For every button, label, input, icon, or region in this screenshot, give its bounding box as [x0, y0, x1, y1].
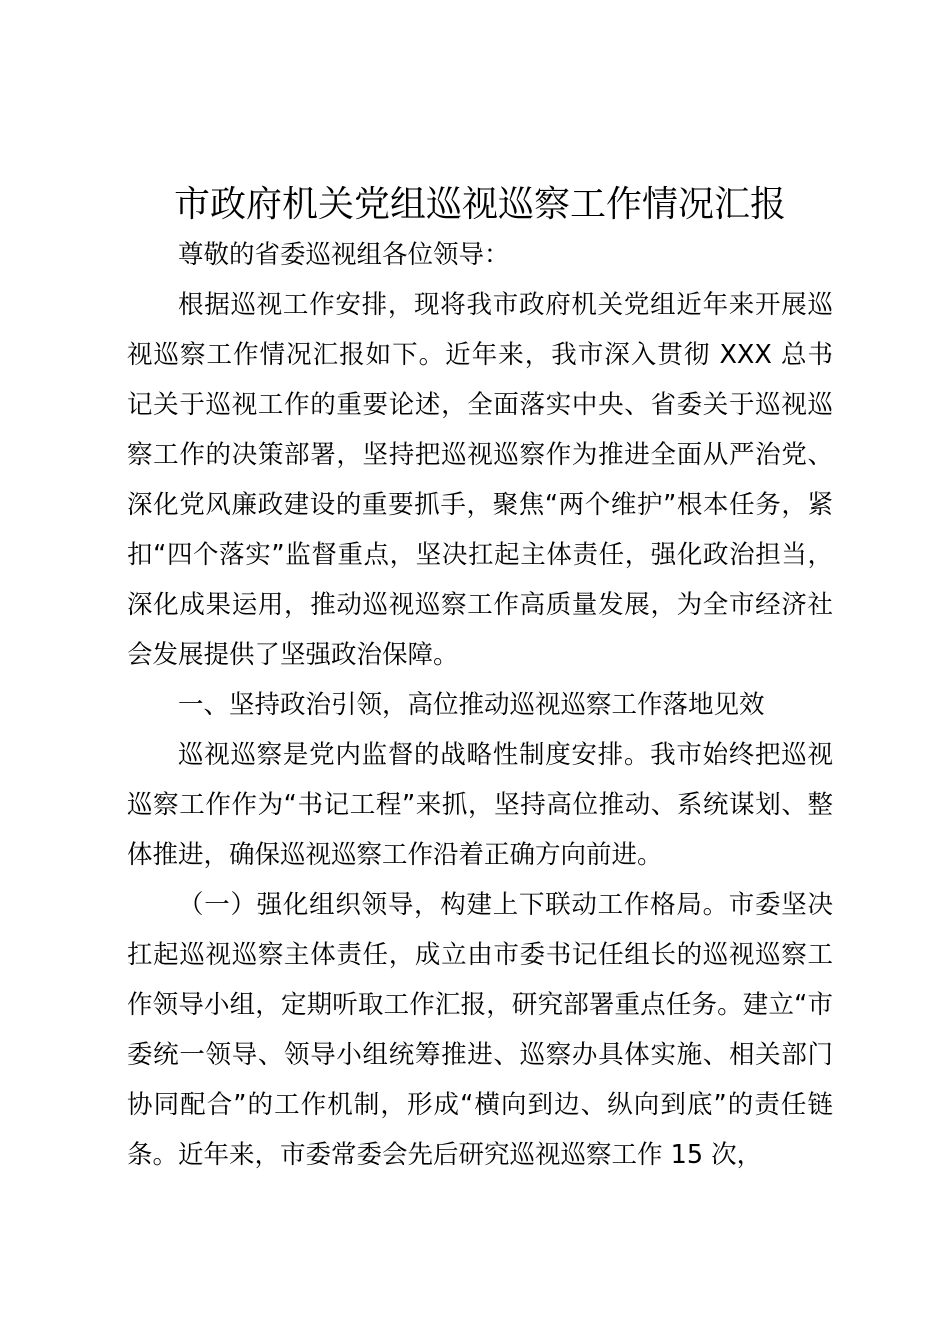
salutation: 尊敬的省委巡视组各位领导：	[178, 240, 510, 270]
section-paragraph: 巡视巡察是党内监督的战略性制度安排。我市始终把巡视巡察工作作为“书记工程”来抓，坚持高位推动、系统谋划、整体推进，确保巡视巡察工作沿着正确方向前进。	[127, 740, 833, 870]
section-heading: 一、坚持政治引领，高位推动巡视巡察工作落地见效	[178, 690, 765, 720]
document-body	[127, 230, 833, 1180]
intro-paragraph: 根据巡视工作安排，现将我市政府机关党组近年来开展巡视巡察工作情况汇报如下。近年来，我市深入贯彻 XXX 总书记关于巡视工作的重要论述，全面落实中央、省委关于巡视巡察工作的决策部署，坚持把巡视巡察作为推进全面从严治党、深化党风廉政建设的重要抓手，聚焦“两个维护”根本任务，紧扣“四个落实”监督重点，坚决扛起主体责任，强化政治担当，深化成果运用，推动巡视巡察工作高质量发展，为全市经济社会发展提供了坚强政治保障。	[127, 290, 833, 670]
section-paragraph: （一）强化组织领导，构建上下联动工作格局。市委坚决扛起巡视巡察主体责任，成立由市委书记任组长的巡视巡察工作领导小组，定期听取工作汇报，研究部署重点任务。建立“市委统一领导、领导小组统筹推进、巡察办具体实施、相关部门协同配合”的工作机制，形成“横向到边、纵向到底”的责任链条。近年来，市委常委会先后研究巡视巡察工作 15 次，	[127, 890, 833, 1170]
document-title: 市政府机关党组巡视巡察工作情况汇报	[173, 184, 786, 225]
